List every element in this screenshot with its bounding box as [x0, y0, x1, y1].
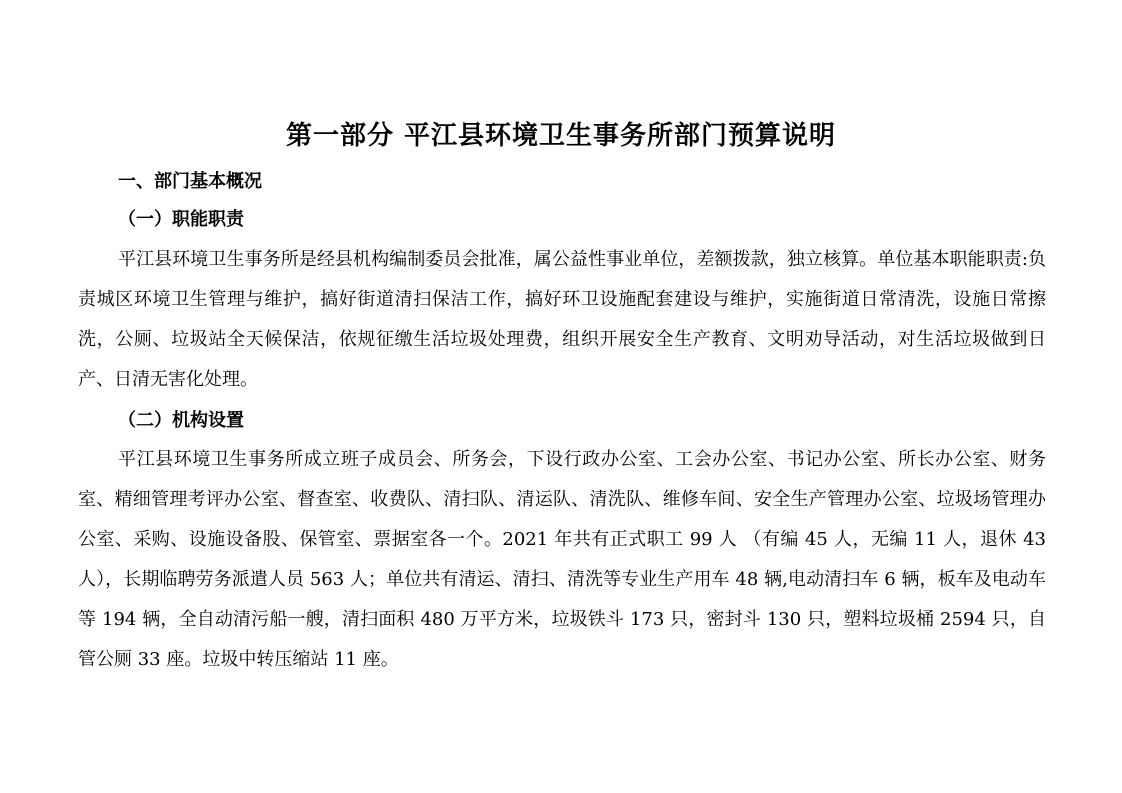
paragraph-organization: 平江县环境卫生事务所成立班子成员会、所务会，下设行政办公室、工会办公室、书记办公室、所长办公室、财务室、精细管理考评办公室、督查室、收费队、清扫队、清运队、清洗队、维修车间、安全生产管理办公室、垃圾场管理办公室、采购、设施设备股、保管室、票据室各一个。2021 年共有正式职工 99 人 （有编 45 人，无编 11 人，退休 43 人），长期临聘劳务派遣人员 563 人；单位共有清运、清扫、清洗等专业生产用车 48 辆,电动清扫车 6 辆，板车及电动车等 194 辆，全自动清污船一艘，清扫面积 480 万平方米，垃圾铁斗 173 只，密封斗 130 只，塑料垃圾桶 2594 只，自管公厕 33 座。垃圾中转压缩站 11 座。 [78, 449, 1046, 670]
document-title: 第一部分 平江县环境卫生事务所部门预算说明 [285, 121, 837, 151]
subsection-heading-organization: （二）机构设置 [118, 410, 244, 431]
subsection-heading-duties: （一）职能职责 [118, 209, 244, 230]
paragraph-duties: 平江县环境卫生事务所是经县机构编制委员会批准，属公益性事业单位，差额拨款，独立核算。单位基本职能职责:负责城区环境卫生管理与维护，搞好街道清扫保洁工作，搞好环卫设施配套建设与维护，实施街道日常清洗，设施日常擦洗，公厕、垃圾站全天候保洁，依规征缴生活垃圾处理费，组织开展安全生产教育、文明劝导活动，对生活垃圾做到日产、日清无害化处理。 [78, 249, 1046, 390]
section-heading-basic-overview: 一、部门基本概况 [118, 171, 262, 192]
